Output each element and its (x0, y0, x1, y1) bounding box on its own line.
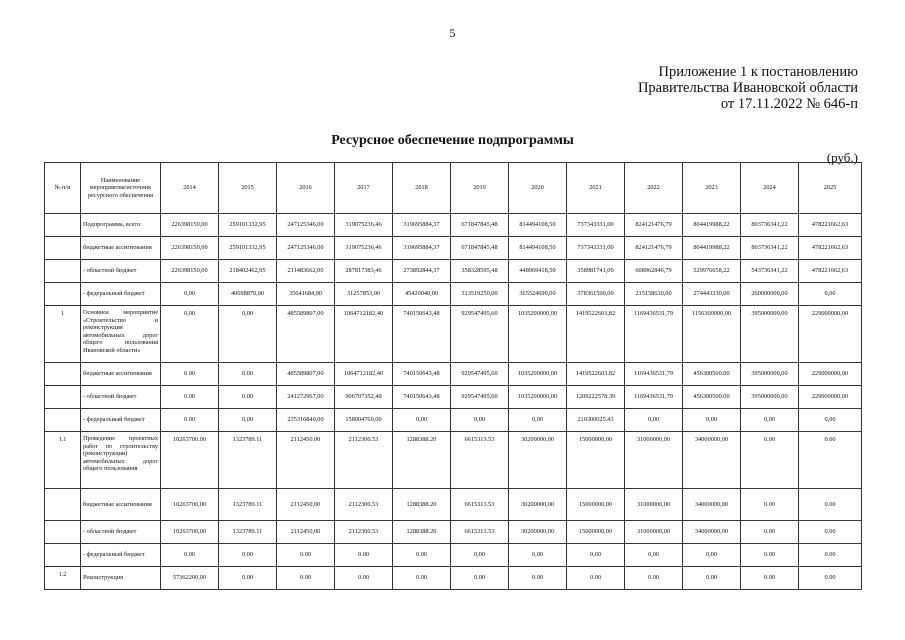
appendix-line-2: Правительства Ивановской области (637, 80, 858, 96)
cell-value: 2112300.53 (335, 489, 393, 521)
cell-value: 0.00 (799, 432, 862, 489)
cell-value: 906707352,40 (335, 386, 393, 409)
cell-value: 0,00 (625, 544, 683, 567)
cell-value: 229000000,00 (799, 386, 862, 409)
table-row (45, 521, 862, 544)
cell-value: 34000000,00 (683, 521, 741, 544)
cell-value: 485589807,00 (277, 363, 335, 386)
cell-value: 543736341,22 (741, 260, 799, 283)
cell-value: 824121476,79 (625, 214, 683, 237)
table-row (45, 409, 862, 432)
cell-value: 211483662,00 (277, 260, 335, 283)
cell-value: 0,00 (683, 409, 741, 432)
cell-value: 485589807,00 (277, 306, 335, 363)
cell-value: 740150643,48 (393, 363, 451, 386)
row-name: бюджетные ассигнования (81, 489, 161, 521)
document-title: Ресурсное обеспечение подпрограммы (331, 133, 574, 148)
cell-value: 608962846,79 (625, 260, 683, 283)
cell-value: 0,00 (219, 306, 277, 363)
cell-value: 378361590,00 (567, 283, 625, 306)
cell-value: 15000000,00 (567, 489, 625, 521)
row-name: Реконструкция (81, 567, 161, 590)
cell-value: 31000000,00 (625, 489, 683, 521)
row-number: 1.1 (45, 432, 81, 489)
cell-value: 824121476,79 (625, 237, 683, 260)
cell-value: 0.00 (277, 544, 335, 567)
cell-value: 0,00 (393, 409, 451, 432)
header-name: Наименование мероприятия/источник ресурсного обеспечения (81, 163, 161, 214)
header-year: 2019 (451, 163, 509, 214)
cell-value: 0.00 (219, 409, 277, 432)
appendix-line-1: Приложение 1 к постановлению (658, 64, 858, 80)
cell-value: 0.00 (277, 567, 335, 590)
cell-value: 0.00 (161, 363, 219, 386)
cell-value: 210300025.43 (567, 409, 625, 432)
row-number (45, 386, 81, 409)
cell-value: 929547495,60 (451, 386, 509, 409)
cell-value: 395000000,00 (741, 386, 799, 409)
cell-value: 1323789.11 (219, 489, 277, 521)
cell-value: 0,00 (567, 544, 625, 567)
header-year: 2015 (219, 163, 277, 214)
cell-value: 814494108,50 (509, 237, 567, 260)
cell-value: 395000000,00 (741, 363, 799, 386)
header-year: 2016 (277, 163, 335, 214)
cell-value: 0.00 (161, 386, 219, 409)
cell-value: 1169436531,79 (625, 363, 683, 386)
row-name: - федеральный бюджет (81, 544, 161, 567)
cell-value: 1323789.11 (219, 521, 277, 544)
header-year: 2017 (335, 163, 393, 214)
table-row (45, 567, 862, 590)
cell-value: 15000000,00 (567, 521, 625, 544)
header-year: 2014 (161, 163, 219, 214)
cell-value: 31000000,00 (625, 521, 683, 544)
cell-value: 0.00 (683, 567, 741, 590)
cell-value: 456300500.00 (683, 363, 741, 386)
cell-value: 448969418,50 (509, 260, 567, 283)
row-name: - областной бюджет (81, 386, 161, 409)
cell-value: 30200000,00 (509, 489, 567, 521)
cell-value: 2112450,00 (277, 521, 335, 544)
cell-value: 365524690,00 (509, 283, 567, 306)
cell-value: 0.00 (219, 567, 277, 590)
cell-value: 260000000,00 (741, 283, 799, 306)
cell-value: 0.00 (799, 521, 862, 544)
cell-value: 358981741,00 (567, 260, 625, 283)
appendix-header (638, 64, 858, 112)
row-number (45, 521, 81, 544)
cell-value: 1419522603,82 (567, 306, 625, 363)
cell-value: 0.00 (219, 386, 277, 409)
cell-value: 0,00 (799, 283, 862, 306)
cell-value: 259101332,95 (219, 214, 277, 237)
cell-value: 2112300.53 (335, 521, 393, 544)
cell-value: 1323789.11 (219, 432, 277, 489)
cell-value: 0.00 (625, 567, 683, 590)
cell-value: 1419522603.82 (567, 363, 625, 386)
cell-value: 929547495,60 (451, 306, 509, 363)
cell-value: 10263700,00 (161, 521, 219, 544)
cell-value: 1064712182,40 (335, 363, 393, 386)
cell-value: 34000000,00 (683, 489, 741, 521)
cell-value: 45420040,00 (393, 283, 451, 306)
row-name: Подпрограмма, всего: (81, 214, 161, 237)
cell-value: 1288388.20 (393, 521, 451, 544)
row-number (45, 544, 81, 567)
cell-value: 0.00 (741, 489, 799, 521)
cell-value: 478221662,63 (799, 237, 862, 260)
cell-value: 57362200,00 (161, 567, 219, 590)
cell-value: 1035200000,00 (509, 363, 567, 386)
cell-value: 287817383,46 (335, 260, 393, 283)
cell-value: 0,00 (451, 409, 509, 432)
row-name: бюджетные ассигнования (81, 237, 161, 260)
cell-value: 40698870,00 (219, 283, 277, 306)
cell-value: 1035200000,00 (509, 386, 567, 409)
cell-value: 1169436531,79 (625, 306, 683, 363)
table-row (45, 214, 862, 237)
cell-value: 529976658,22 (683, 260, 741, 283)
cell-value: 6615313.53 (451, 432, 509, 489)
cell-value: 0.00 (219, 363, 277, 386)
cell-value: 1064712182,40 (335, 306, 393, 363)
cell-value: 737343331,00 (567, 237, 625, 260)
cell-value: 0,00 (509, 409, 567, 432)
table-row (45, 544, 862, 567)
table-row (45, 260, 862, 283)
cell-value: 671847845,48 (451, 237, 509, 260)
cell-value: 313519250,00 (451, 283, 509, 306)
cell-value: 229000000,00 (799, 363, 862, 386)
row-number (45, 283, 81, 306)
cell-value: 31000000,00 (625, 432, 683, 489)
row-name: - федеральный бюджет (81, 409, 161, 432)
row-name: - областной бюджет (81, 521, 161, 544)
table-row (45, 237, 862, 260)
cell-value: 247125346,00 (277, 237, 335, 260)
row-name: бюджетные ассигнования (81, 363, 161, 386)
cell-value: 30200000,00 (509, 521, 567, 544)
cell-value: 229000000,00 (799, 306, 862, 363)
cell-value: 31257853,00 (335, 283, 393, 306)
cell-value: 259101332,95 (219, 237, 277, 260)
cell-value: 158004760,00 (335, 409, 393, 432)
table-row (45, 386, 862, 409)
cell-value: 241272967,00 (277, 386, 335, 409)
page-number: 5 (449, 26, 456, 40)
cell-value: 0.00 (161, 544, 219, 567)
row-number (45, 363, 81, 386)
cell-value: 1035200000,00 (509, 306, 567, 363)
cell-value: 247125346,00 (277, 214, 335, 237)
cell-value: 6615313.53 (451, 489, 509, 521)
appendix-line-3: от 17.11.2022 № 646-п (720, 96, 858, 112)
currency-unit: (руб.) (826, 150, 858, 165)
header-num: № п/п (45, 163, 81, 214)
cell-value: 0,00 (799, 409, 862, 432)
cell-value: 1169436531,79 (625, 386, 683, 409)
row-number: 1.2 (45, 567, 81, 590)
row-name: - областной бюджет (81, 260, 161, 283)
cell-value: 929547495,60 (451, 363, 509, 386)
header-year: 2023 (683, 163, 741, 214)
cell-value: 319695884,37 (393, 214, 451, 237)
cell-value: 737343331,00 (567, 214, 625, 237)
cell-value: 0.00 (335, 567, 393, 590)
cell-value: 0,00 (741, 409, 799, 432)
cell-value: 0.00 (393, 544, 451, 567)
cell-value: 1288388.20 (393, 489, 451, 521)
header-year: 2025 (799, 163, 862, 214)
cell-value: 1209222578.39 (567, 386, 625, 409)
cell-value: 0,00 (161, 283, 219, 306)
cell-value: 35641684,00 (277, 283, 335, 306)
row-name: - федеральный бюджет (81, 283, 161, 306)
cell-value: 0.00 (741, 521, 799, 544)
cell-value: 2112300.53 (335, 432, 393, 489)
cell-value: 0.00 (335, 544, 393, 567)
cell-value: 740150643,48 (393, 306, 451, 363)
row-name: Основное мероприятие «Строительство и реконструкция автомобильных дорог общего пользования Ивановской области» (81, 306, 161, 363)
cell-value: 671847845,48 (451, 214, 509, 237)
cell-value: 273892844,37 (393, 260, 451, 283)
header-year: 2021 (567, 163, 625, 214)
row-number (45, 489, 81, 521)
cell-value: 1288388.20 (393, 432, 451, 489)
cell-value: 1156300000,00 (683, 306, 741, 363)
cell-value: 0,00 (509, 544, 567, 567)
table-header-row (45, 163, 862, 214)
cell-value: 804419988,22 (683, 214, 741, 237)
cell-value: 0.00 (741, 432, 799, 489)
cell-value: 0.00 (509, 567, 567, 590)
cell-value: 2112450,00 (277, 489, 335, 521)
cell-value: 0.00 (219, 544, 277, 567)
cell-value: 215158630,00 (625, 283, 683, 306)
cell-value: 34000000,00 (683, 432, 741, 489)
row-number (45, 260, 81, 283)
row-name: Проведение проектных работ по строительству (реконструкции) автомобильных дорог общего пользования (81, 432, 161, 489)
cell-value: 0,00 (683, 544, 741, 567)
cell-value: 0.00 (799, 544, 862, 567)
cell-value: 226398150,00 (161, 214, 219, 237)
cell-value: 319075236,46 (335, 237, 393, 260)
cell-value: 274443330,00 (683, 283, 741, 306)
cell-value: 358328595,48 (451, 260, 509, 283)
cell-value: 803736341,22 (741, 214, 799, 237)
cell-value: 804419988,22 (683, 237, 741, 260)
cell-value: 30200000,00 (509, 432, 567, 489)
cell-value: 803736341,22 (741, 237, 799, 260)
cell-value: 814494108,50 (509, 214, 567, 237)
cell-value: 395000000,00 (741, 306, 799, 363)
table-row (45, 283, 862, 306)
cell-value: 0.00 (799, 567, 862, 590)
cell-value: 0.00 (799, 489, 862, 521)
cell-value: 2112450.00 (277, 432, 335, 489)
cell-value: 235316840,00 (277, 409, 335, 432)
header-year: 2020 (509, 163, 567, 214)
table-row (45, 432, 862, 489)
table-row (45, 363, 862, 386)
cell-value: 218402462,95 (219, 260, 277, 283)
cell-value: 0.00 (393, 567, 451, 590)
cell-value: 478221662,63 (799, 260, 862, 283)
resource-table (44, 162, 862, 590)
cell-value: 0,00 (451, 544, 509, 567)
row-number (45, 214, 81, 237)
cell-value: 319075236,46 (335, 214, 393, 237)
cell-value: 6615313.53 (451, 521, 509, 544)
cell-value: 0.00 (741, 544, 799, 567)
cell-value: 15000000,00 (567, 432, 625, 489)
cell-value: 0.00 (741, 567, 799, 590)
cell-value: 478221662,63 (799, 214, 862, 237)
header-year: 2024 (741, 163, 799, 214)
cell-value: 0,00 (625, 409, 683, 432)
cell-value: 0.00 (567, 567, 625, 590)
header-year: 2018 (393, 163, 451, 214)
cell-value: 10263700.00 (161, 432, 219, 489)
row-number (45, 409, 81, 432)
cell-value: 0,00 (161, 306, 219, 363)
cell-value: 226398150,00 (161, 260, 219, 283)
header-year: 2022 (625, 163, 683, 214)
table-body (45, 214, 862, 590)
cell-value: 0.00 (451, 567, 509, 590)
cell-value: 226398150,00 (161, 237, 219, 260)
table-row (45, 489, 862, 521)
row-number (45, 237, 81, 260)
cell-value: 319695884,37 (393, 237, 451, 260)
table-row (45, 306, 862, 363)
cell-value: 456300500.00 (683, 386, 741, 409)
row-number: 1 (45, 306, 81, 363)
cell-value: 10263700,00 (161, 489, 219, 521)
cell-value: 0.00 (161, 409, 219, 432)
cell-value: 740150643,48 (393, 386, 451, 409)
